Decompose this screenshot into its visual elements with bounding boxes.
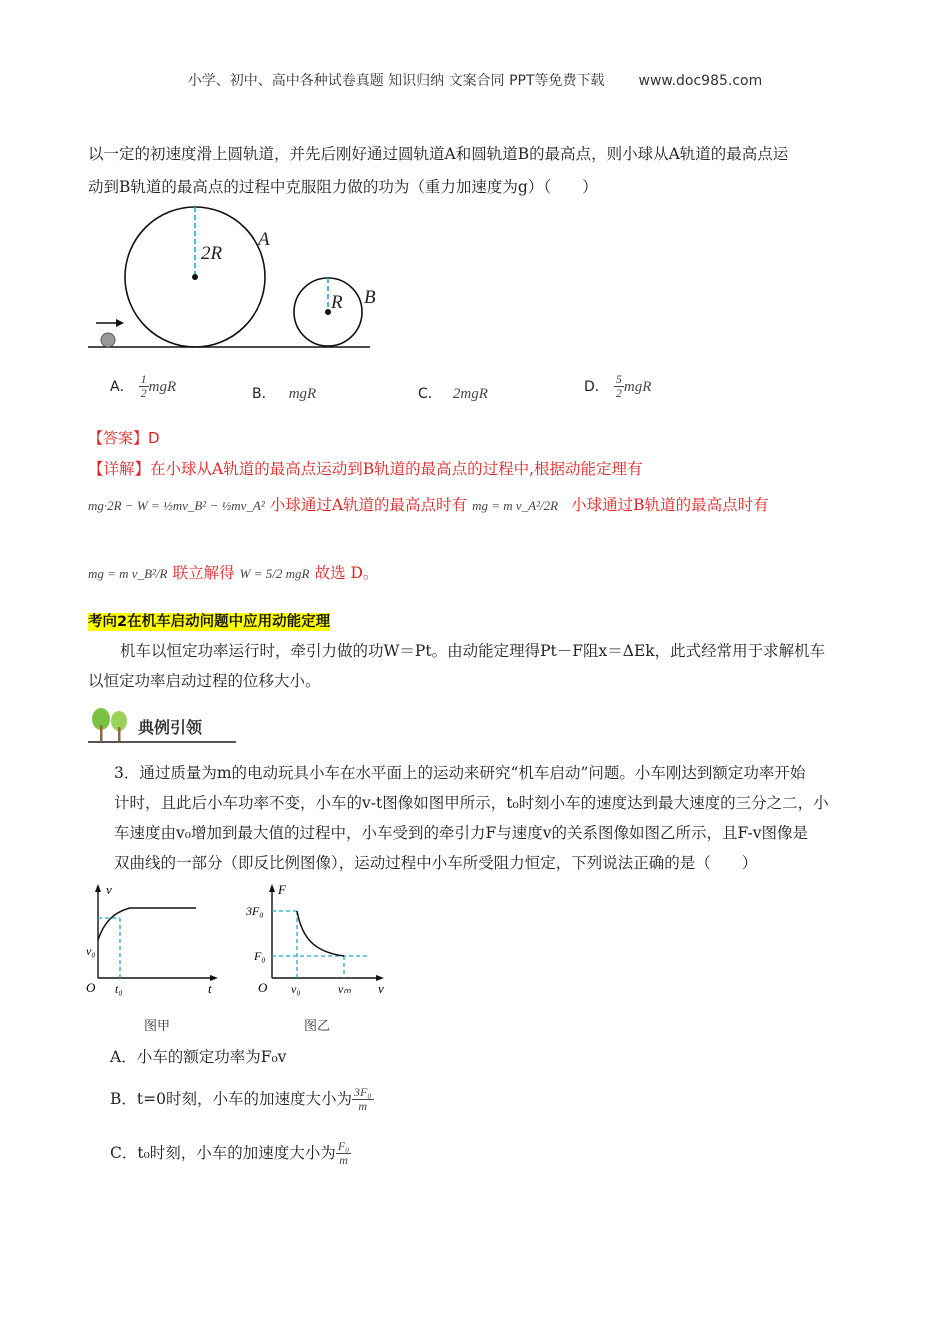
label-a: A [258,229,270,250]
option-a[interactable] [110,373,176,400]
badge-underline [88,741,236,743]
eq3: mg = m v_B²/R [88,566,168,581]
eq4: W = 5/2 mgR [239,566,310,581]
option-b[interactable] [252,383,316,403]
fv-vm-label: vₘ [338,982,351,996]
fv-graph [242,880,392,1005]
answer-value: D [148,429,160,447]
option-a-letter: A． [110,379,134,395]
answer-label: 【答案】 [88,429,149,447]
q3-option-c[interactable] [110,1140,351,1167]
vt-curve [98,908,196,940]
q3-option-c-fraction: $\frac{\text{F₀}}{m}$ [337,1139,350,1167]
vt-t0-label: t₀ [115,982,123,996]
solution-row-1 [88,494,769,516]
arrow-head [116,319,124,327]
ball [101,333,115,347]
fv-origin: O [258,980,268,995]
header-url[interactable]: www.doc985.com [638,73,763,89]
q3-line2: 计时，且此后小车功率不变，小车的v-t图像如图甲所示，t₀时刻小车的速度达到最大速度的三分之二，小 [114,794,829,812]
vt-x-label: t [208,981,212,996]
badge-text: 典例引领 [138,718,203,737]
vt-graph [84,880,224,1005]
fv-f0-label: F₀ [254,949,266,963]
option-d-letter: D． [584,379,609,395]
section-para2: 以恒定功率启动过程的位移大小。 [88,672,321,690]
detail [88,458,643,480]
text-d: 故选 D。 [314,564,379,582]
option-d-expr: mgR [623,379,652,395]
eq2: mg = m v_A²/2R [472,498,559,513]
q3-option-a[interactable]: A．小车的额定功率为F₀v [110,1048,287,1066]
text-c: 联立解得 [172,564,235,582]
vt-v0-label: v₀ [86,944,96,958]
label-r: R [331,292,343,313]
caption-jia: 图甲 [144,1019,171,1034]
q3-option-b[interactable] [110,1086,374,1113]
text-a: 小球通过A轨道的最高点时有 [269,496,468,514]
q3-line4: 双曲线的一部分（即反比例图像），运动过程中小车所受阻力恒定，下列说法正确的是（ ） [114,854,758,872]
fv-v0-label: v₀ [291,982,301,996]
fv-3f0-label: 3F₀ [246,904,264,918]
q3-option-b-fraction: $\frac{\text{3F₀}}{m}$ [353,1085,372,1113]
caption-yi: 图乙 [304,1019,331,1034]
option-c-letter: C． [418,386,442,402]
option-c[interactable] [418,383,488,403]
option-b-expr: mgR [288,386,317,402]
option-b-letter: B． [252,386,276,402]
q3-line1: 3．通过质量为m的电动玩具小车在水平面上的运动来研究“机车启动”问题。小车刚达到额定功率开始 [114,764,806,782]
text-b: 小球通过B轨道的最高点时有 [571,496,769,514]
q3-line3: 车速度由v₀增加到最大值的过程中，小车受到的牵引力F与速度v的关系图像如图乙所示，且F-v图像是 [114,824,809,842]
option-a-fraction: $\frac{1}{2}$ [140,372,147,400]
tree-icon [88,707,136,743]
vt-y-label: v [106,882,112,897]
eq1: mg·2R − W = ½mv_B² − ½mv_A² [88,498,265,513]
detail-label: 【详解】 [88,460,151,478]
label-b: B [364,287,376,308]
section-heading [88,610,330,631]
solution-row-2 [88,562,378,584]
answer [88,427,160,449]
option-d-fraction: $\frac{5}{2}$ [615,372,622,400]
q3-option-b-text: B．t=0时刻，小车的加速度大小为 [110,1090,352,1108]
q2-line1: 以一定的初速度滑上圆轨道，并先后刚好通过圆轨道A和圆轨道B的最高点，则小球从A轨道的最高点运 [88,145,789,163]
option-d[interactable] [584,373,651,400]
option-c-expr: 2mgR [452,386,488,402]
fv-curve [297,911,344,956]
q3-option-c-text: C．t₀时刻，小车的加速度大小为 [110,1144,336,1162]
track-figure [88,205,388,355]
vt-origin: O [86,980,96,995]
fv-x-label: v [378,981,384,996]
header-text: 小学、初中、高中各种试卷真题 知识归纳 文案合同 PPT等免费下载 [187,73,605,89]
label-2r: 2R [201,243,223,264]
page-header [0,70,950,90]
detail-text: 在小球从A轨道的最高点运动到B轨道的最高点的过程中,根据动能定理有 [150,460,643,478]
fv-y-label: F [278,882,286,897]
section-title: 考向2在机车启动问题中应用动能定理 [88,614,331,630]
option-a-expr: mgR [148,379,177,395]
section-para1: 机车以恒定功率运行时，牵引力做的功W＝Pt。由动能定理得Pt－F阻x＝ΔEk，此式经常用于求解机车 [120,642,826,660]
example-badge [88,707,236,743]
center-a [192,274,198,280]
q2-line2: 动到B轨道的最高点的过程中克服阻力做的功为（重力加速度为g）（ ） [88,178,598,196]
